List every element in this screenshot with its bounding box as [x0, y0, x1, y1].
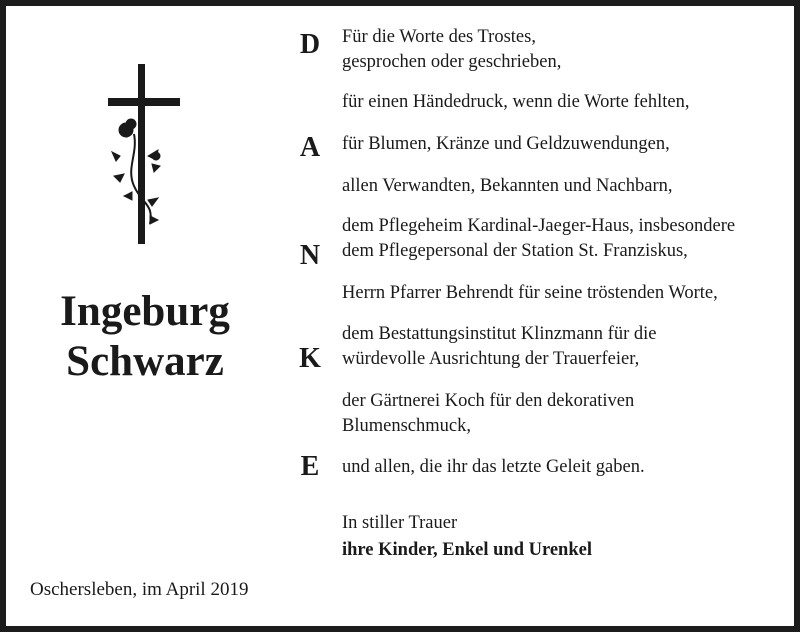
thanks-line: gesprochen oder geschrieben, — [342, 52, 562, 72]
signature-intro: In stiller Trauer — [342, 513, 458, 533]
thanks-line: dem Pflegeheim Kardinal-Jaeger-Haus, insbesondere — [342, 216, 736, 236]
deceased-last-name: Schwarz — [66, 338, 224, 385]
thanks-line: würdevolle Ausrichtung der Trauerfeier, — [342, 349, 640, 369]
thanks-line: dem Pflegepersonal der Station St. Franziskus, — [342, 241, 688, 261]
signature-family: ihre Kinder, Enkel und Urenkel — [342, 540, 592, 560]
thanks-line: der Gärtnerei Koch für den dekorativen — [342, 391, 635, 411]
thanks-line: für einen Händedruck, wenn die Worte fehlten, — [342, 92, 690, 112]
thanks-line: dem Bestattungsinstitut Klinzmann für die — [342, 324, 657, 344]
deceased-first-name: Ingeburg — [60, 288, 230, 335]
acrostic-letter-n: N — [299, 240, 321, 271]
place-date: Oschersleben, im April 2019 — [30, 579, 249, 600]
acrostic-letter-e: E — [300, 451, 320, 482]
thanks-line: und allen, die ihr das letzte Geleit gaben. — [342, 457, 645, 477]
cross-with-rose-icon — [104, 64, 186, 248]
acrostic-letter-k: K — [299, 343, 321, 374]
thanks-line: allen Verwandten, Bekannten und Nachbarn, — [342, 176, 673, 196]
acrostic-letter-a: A — [299, 132, 321, 163]
thanks-line: Blumenschmuck, — [342, 416, 471, 436]
thanks-line: Für die Worte des Trostes, — [342, 27, 536, 47]
acrostic-letter-d: D — [299, 29, 321, 60]
thanks-line: Herrn Pfarrer Behrendt für seine tröstenden Worte, — [342, 283, 718, 303]
thanks-line: für Blumen, Kränze und Geldzuwendungen, — [342, 134, 670, 154]
